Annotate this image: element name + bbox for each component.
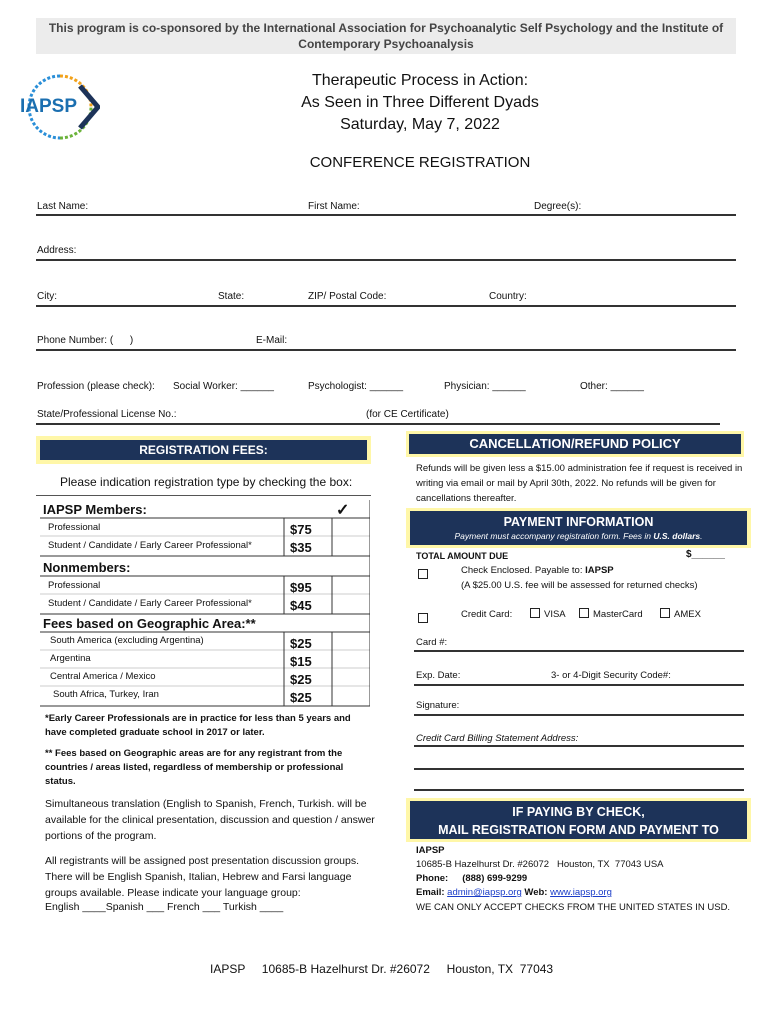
language-group-selection[interactable]: English ____Spanish ___ French ___ Turkish ____ [45,901,284,913]
mail-org: IAPSP [416,845,445,856]
cancellation-header [406,431,744,457]
logo-text: IAPSP [20,96,78,117]
payment-title: PAYMENT INFORMATION [503,515,654,529]
social-worker-option[interactable]: Social Worker: ______ [173,381,274,392]
city-label: City: [37,291,57,302]
amex-checkbox[interactable] [660,608,670,618]
event-subtitle: As Seen in Three Different Dyads [301,94,539,111]
billing-address-line-1[interactable] [414,745,744,747]
license-line[interactable] [36,423,720,425]
total-amount-field[interactable]: $______ [686,549,725,560]
geo-heading: Fees based on Geographic Area:** [43,616,256,631]
fee-checkbox[interactable] [336,670,366,684]
fee-row-label: Central America / Mexico [50,671,156,682]
state-label: State: [218,291,245,302]
registration-fees-title: REGISTRATION FEES: [40,440,367,460]
fee-row-label: Professional [48,522,101,533]
security-code-label: 3- or 4-Digit Security Code#: [551,670,671,681]
mastercard-option[interactable] [579,607,643,622]
conference-heading: CONFERENCE REGISTRATION [309,154,531,171]
check-enclosed-label [461,563,614,578]
payment-currency: U.S. dollars [653,531,701,541]
signature-line[interactable] [414,714,744,716]
mail-instructions-header [406,798,751,842]
fee-row-price: $25 [290,690,312,705]
registration-fees-header [36,436,371,464]
mail-heading-line2: MAIL REGISTRATION FORM AND PAYMENT TO [438,823,719,837]
card-number-line[interactable] [414,650,744,652]
discussion-groups-note: All registrants will be assigned post presentation discussion groups. There will be English Spanish, Italian, Hebrew and Farsi language groups available. Please indicate your language group: [45,855,360,899]
members-heading: IAPSP Members: [43,502,147,517]
mail-phone [416,871,527,886]
credit-card-checkbox[interactable] [418,609,432,627]
footer-address: IAPSP 10685-B Hazelhurst Dr. #26072 Houston, TX 77043 [210,962,554,976]
fee-row-price: $15 [290,654,312,669]
signature-label: Signature: [416,700,460,711]
city-line[interactable] [36,305,736,307]
first-name-label: First Name: [308,201,360,212]
country-label: Country: [489,291,527,302]
fee-checkbox[interactable] [336,634,366,648]
ce-note: (for CE Certificate) [366,409,449,420]
mail-address: 10685-B Hazelhurst Dr. #26072 Houston, TX 77043 USA [416,859,664,870]
cancellation-title: CANCELLATION/REFUND POLICY [409,434,741,454]
degrees-label: Degree(s): [534,201,582,212]
cancellation-text: Refunds will be given less a $15.00 administration fee if request is received in writing via email or mail by April 30th, 2022. No refunds will be given for cancellations thereafter. [416,463,743,504]
mastercard-label: MasterCard [593,609,643,620]
web-label: Web: [521,887,551,898]
payment-subtitle [410,531,747,541]
web-link[interactable]: www.iapsp.org [550,887,612,898]
mastercard-checkbox[interactable] [579,608,589,618]
iapsp-logo [20,72,100,142]
payment-header [406,508,751,548]
sponsorship-banner: This program is co-sponsored by the International Association for Psychoanalytic Self Psychology and the Institute of Contemporary Psychoanalysis [36,18,736,54]
billing-address-line-2[interactable] [414,768,744,770]
fee-table [40,500,370,710]
exp-date-line[interactable] [414,684,744,686]
fee-checkbox[interactable] [336,578,366,592]
phone-number: (888) 699-9299 [462,873,528,884]
zip-label: ZIP/ Postal Code: [308,291,387,302]
total-amount-label: TOTAL AMOUNT DUE [416,551,509,561]
fee-row-price: $35 [290,540,312,555]
amex-label: AMEX [674,609,701,620]
fee-row-label: Student / Candidate / Early Career Professional* [48,598,252,609]
fee-checkbox[interactable] [336,520,366,534]
card-number-label: Card #: [416,637,448,648]
fee-row-label: South America (excluding Argentina) [50,635,204,646]
nonmembers-heading: Nonmembers: [43,560,131,575]
fee-row-price: $95 [290,580,312,595]
phone-line[interactable] [36,349,736,351]
event-title: Therapeutic Process in Action: [311,72,529,89]
fee-checkbox[interactable] [336,688,366,702]
billing-address-line-3[interactable] [414,789,744,791]
mail-instructions-inner [410,801,747,839]
check-enclosed-checkbox[interactable] [418,565,432,583]
fee-checkbox[interactable] [336,652,366,666]
mail-contact [416,885,612,900]
fee-checkbox[interactable] [336,596,366,610]
translation-note: Simultaneous translation (English to Spanish, French, Turkish. will be available for the clinical presentation, discussion and question / answer portions of the program. [45,798,375,842]
fee-row-label: Argentina [50,653,91,664]
license-label: State/Professional License No.: [37,409,177,420]
fee-row-price: $75 [290,522,312,537]
checkmark-icon: ✓ [336,502,350,519]
psychologist-option[interactable]: Psychologist: ______ [308,381,404,392]
email-label-contact: Email: [416,887,448,898]
last-name-label: Last Name: [37,201,89,212]
payment-header-inner [410,511,747,545]
fee-row-label: Student / Candidate / Early Career Professional* [48,540,252,551]
event-date: Saturday, May 7, 2022 [340,116,500,133]
visa-option[interactable] [530,607,566,622]
email-label: E-Mail: [256,335,288,346]
fee-row-price: $45 [290,598,312,613]
instruction-underline [36,495,371,496]
payment-subtitle-text: Payment must accompany registration form. Fees in [454,531,654,541]
phone-label: Phone: [416,873,449,884]
mail-heading-line1: IF PAYING BY CHECK, [512,805,645,819]
visa-label: VISA [544,609,566,620]
checks-note: WE CAN ONLY ACCEPT CHECKS FROM THE UNITED STATES IN USD. [416,902,731,913]
physician-option[interactable]: Physician: ______ [444,381,526,392]
other-option[interactable]: Other: ______ [580,381,644,392]
name-line[interactable] [36,214,736,216]
fee-row-label: Professional [48,580,101,591]
email-link[interactable]: admin@iapsp.org [447,887,522,898]
visa-checkbox[interactable] [530,608,540,618]
check-payee: IAPSP [585,565,614,576]
amex-option[interactable] [660,607,701,622]
geographic-note: ** Fees based on Geographic areas are for any registrant from the countries / areas listed, regardless of membership or professional status. [45,748,344,787]
exp-date-label: Exp. Date: [416,670,461,681]
address-line[interactable] [36,259,736,261]
check-enclosed-text: Check Enclosed. Payable to: [461,565,586,576]
fee-checkbox[interactable] [336,538,366,552]
phone-label: Phone Number: ( ) [37,335,134,346]
fee-row-price: $25 [290,672,312,687]
credit-card-label: Credit Card: [461,609,513,620]
fee-row-price: $25 [290,636,312,651]
payment-subtitle-end: . [700,531,703,541]
early-career-note: *Early Career Professionals are in practice for less than 5 years and have completed graduate school in 2017 or later. [45,713,351,738]
registration-instruction: Please indication registration type by checking the box: [60,475,353,489]
fee-row-label: South Africa, Turkey, Iran [53,689,159,700]
profession-label: Profession (please check): [37,381,155,392]
billing-address-label: Credit Card Billing Statement Address: [416,733,579,744]
address-label: Address: [37,245,77,256]
returned-check-fee-note: (A $25.00 U.S. fee will be assessed for returned checks) [461,580,698,591]
